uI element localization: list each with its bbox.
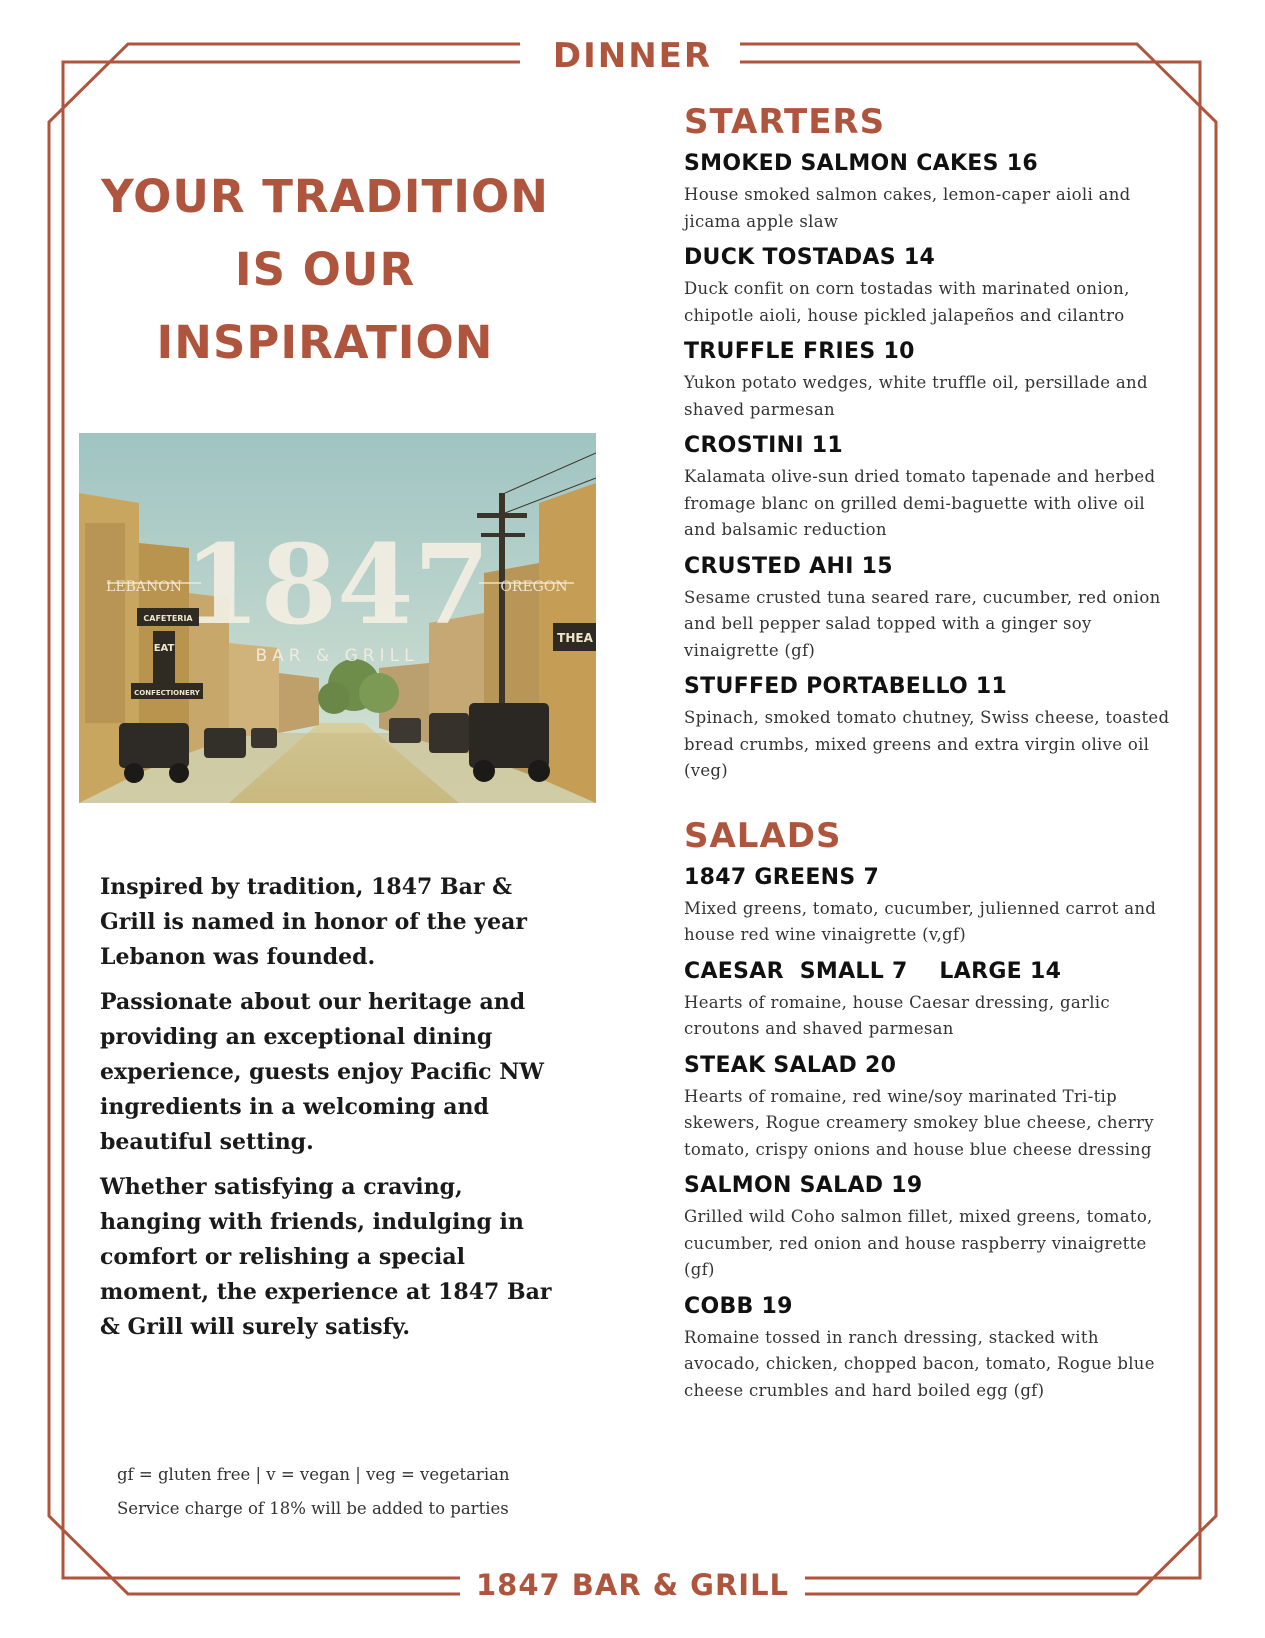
- intro-paragraph: Inspired by tradition, 1847 Bar & Grill is named in honor of the year Lebanon was founded.: [100, 874, 527, 970]
- salads-heading: SALADS: [684, 815, 842, 856]
- menu-item-name: DUCK TOSTADAS 14: [684, 245, 936, 270]
- menu-item-description: Romaine tossed in ranch dressing, stacked with avocado, chicken, chopped bacon, tomato, Rogue blue cheese crumbles and hard boiled egg (gf): [684, 1327, 1155, 1400]
- intro-paragraph: Whether satisfying a craving, hanging with friends, indulging in comfort or relishing a special moment, the experience at 1847 Bar & Grill will surely satisfy.: [100, 1174, 552, 1340]
- photo-brand-subtitle: BAR & GRILL: [255, 646, 419, 666]
- intro-text: [100, 870, 570, 1355]
- tagline-line: INSPIRATION: [156, 316, 494, 369]
- menu-item-description: Sesame crusted tuna seared rare, cucumber, red onion and bell pepper salad topped with a ginger soy vinaigrette (gf): [684, 587, 1161, 660]
- photo-sign-lebanon: LEBANON: [106, 579, 182, 595]
- tagline: [80, 160, 570, 379]
- photo-brand-number: 1847: [183, 520, 491, 649]
- menu-item-name: TRUFFLE FRIES 10: [684, 339, 915, 364]
- starters-heading: STARTERS: [684, 102, 886, 142]
- menu-item-description: Kalamata olive-sun dried tomato tapenade and herbed fromage blanc on grilled demi-baguette with olive oil and balsamic reduction: [684, 467, 1156, 539]
- photo-sign-oregon: OREGON: [500, 579, 568, 595]
- menu-header-title: DINNER: [552, 36, 713, 76]
- tagline-line: YOUR TRADITION: [101, 170, 549, 223]
- menu-item-name: CAESAR SMALL 7 LARGE 14: [684, 958, 1062, 984]
- service-charge-note: Service charge of 18% will be added to parties: [117, 1499, 509, 1518]
- dietary-legend: gf = gluten free | v = vegan | veg = vegetarian: [117, 1465, 510, 1484]
- menu-item-name: SMOKED SALMON CAKES 16: [684, 151, 1038, 176]
- menu-item-name: CROSTINI 11: [684, 433, 843, 458]
- menu-item-name: COBB 19: [684, 1293, 793, 1319]
- menu-item-description: Mixed greens, tomato, cucumber, julienned carrot and house red wine vinaigrette (v,gf): [684, 898, 1157, 944]
- menu-column: [684, 100, 1174, 1413]
- menu-item-name: CRUSTED AHI 15: [684, 553, 893, 579]
- menu-item-description: Duck confit on corn tostadas with marinated onion, chipotle aioli, house pickled jalapeños and cilantro: [684, 279, 1130, 325]
- store-sign-eat: EAT: [153, 643, 175, 654]
- store-sign-cafeteria: CAFETERIA: [143, 614, 193, 623]
- vintage-street-photo: [79, 433, 596, 803]
- menu-item-description: Grilled wild Coho salmon fillet, mixed greens, tomato, cucumber, red onion and house raspberry vinaigrette (gf): [684, 1207, 1153, 1279]
- menu-item-description: Yukon potato wedges, white truffle oil, persillade and shaved parmesan: [684, 373, 1148, 419]
- menu-item-description: Hearts of romaine, house Caesar dressing, garlic croutons and shaved parmesan: [684, 992, 1110, 1038]
- restaurant-name-footer: 1847 BAR & GRILL: [475, 1568, 790, 1602]
- store-sign-theater: THEA: [557, 631, 593, 645]
- tagline-line: IS OUR: [234, 243, 416, 296]
- menu-item-name: STUFFED PORTABELLO 11: [684, 674, 1008, 699]
- menu-legend: [117, 1458, 597, 1526]
- menu-item-description: Hearts of romaine, red wine/soy marinated Tri-tip skewers, Rogue creamery smokey blue cheese, cherry tomato, crispy onions and house blue cheese dressing: [684, 1086, 1154, 1159]
- store-sign-confectionery: CONFECTIONERY: [134, 689, 200, 697]
- menu-item-description: House smoked salmon cakes, lemon-caper aioli and jicama apple slaw: [684, 185, 1131, 231]
- menu-item-name: SALMON SALAD 19: [684, 1173, 923, 1198]
- menu-item-name: STEAK SALAD 20: [684, 1052, 897, 1078]
- intro-paragraph: Passionate about our heritage and providing an exceptional dining experience, guests enjoy Pacific NW ingredients in a welcoming and beautiful setting.: [100, 989, 545, 1155]
- menu-item-name: 1847 GREENS 7: [684, 864, 880, 890]
- menu-item-description: Spinach, smoked tomato chutney, Swiss cheese, toasted bread crumbs, mixed greens and extra virgin olive oil (veg): [684, 708, 1170, 780]
